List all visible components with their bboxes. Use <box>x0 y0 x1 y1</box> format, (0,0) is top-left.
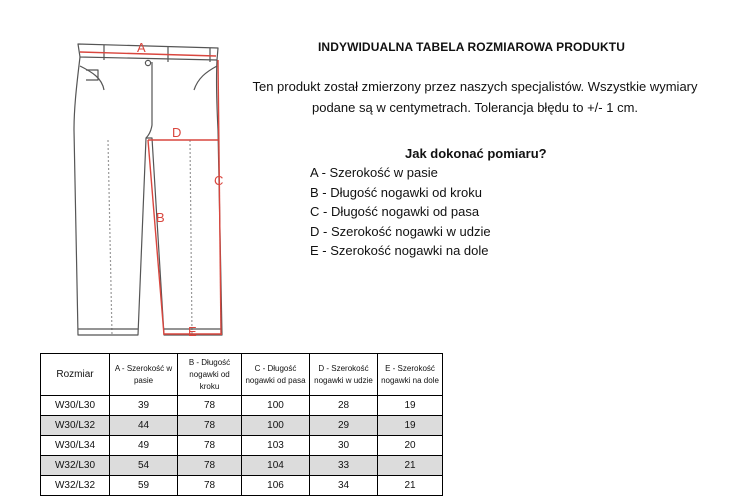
table-row <box>41 416 443 436</box>
pocket-right <box>194 66 217 90</box>
cell-size: W32/L32 <box>41 476 110 496</box>
cell-d: 29 <box>310 416 378 436</box>
cell-c: 104 <box>242 456 310 476</box>
cell-e: 21 <box>378 476 443 496</box>
intro-text <box>232 76 718 118</box>
cell-a: 39 <box>110 396 178 416</box>
header-b: B - Długość nogawki od kroku <box>178 354 242 396</box>
cell-d: 33 <box>310 456 378 476</box>
intro-line-1: Ten produkt został zmierzony przez naszych specjalistów. Wszystkie wymiary <box>252 79 698 94</box>
table-row <box>41 436 443 456</box>
cell-size: W30/L34 <box>41 436 110 456</box>
table-header-row <box>41 354 443 396</box>
label-b: B <box>156 210 165 225</box>
cell-c: 100 <box>242 396 310 416</box>
measure-line-c <box>218 60 221 335</box>
cell-size: W30/L32 <box>41 416 110 436</box>
leg-seam-right <box>190 140 192 335</box>
cell-a: 59 <box>110 476 178 496</box>
legend-item-b: B - Długość nogawki od kroku <box>310 184 482 200</box>
cell-size: W30/L30 <box>41 396 110 416</box>
cell-c: 103 <box>242 436 310 456</box>
legend-item-a: A - Szerokość w pasie <box>310 165 438 180</box>
button-icon <box>145 60 150 65</box>
table-row <box>41 396 443 416</box>
cell-d: 30 <box>310 436 378 456</box>
cell-size: W32/L30 <box>41 456 110 476</box>
leg-seam-left <box>108 140 112 335</box>
cell-b: 78 <box>178 416 242 436</box>
header-d: D - Szerokość nogawki w udzie <box>310 354 378 396</box>
cell-e: 19 <box>378 416 443 436</box>
cell-b: 78 <box>178 396 242 416</box>
label-a: A <box>137 40 146 55</box>
cell-e: 21 <box>378 456 443 476</box>
legend-item-e: E - Szerokość nogawki na dole <box>310 243 489 258</box>
coin-pocket <box>86 70 98 80</box>
header-size: Rozmiar <box>41 354 110 396</box>
header-e: E - Szerokość nogawki na dole <box>378 354 443 396</box>
cell-e: 20 <box>378 436 443 456</box>
cell-c: 100 <box>242 416 310 436</box>
fly-stitch <box>146 62 152 138</box>
measurement-legend <box>310 163 491 261</box>
measure-line-b <box>148 140 164 335</box>
cell-d: 28 <box>310 396 378 416</box>
trouser-outline <box>74 57 222 335</box>
jeans-diagram <box>60 30 240 345</box>
header-c: C - Długość nogawki od pasa <box>242 354 310 396</box>
measure-line-a <box>80 52 216 56</box>
page-title: INDYWIDUALNA TABELA ROZMIAROWA PRODUKTU <box>318 40 625 54</box>
size-table <box>40 353 443 496</box>
cell-b: 78 <box>178 456 242 476</box>
cell-a: 49 <box>110 436 178 456</box>
how-to-title: Jak dokonać pomiaru? <box>405 146 547 161</box>
legend-item-c: C - Długość nogawki od pasa <box>310 204 480 219</box>
cell-e: 19 <box>378 396 443 416</box>
legend-item-d: D - Szerokość nogawki w udzie <box>310 223 491 239</box>
label-d: D <box>172 125 182 140</box>
label-c: C <box>214 173 224 188</box>
cell-a: 54 <box>110 456 178 476</box>
cell-c: 106 <box>242 476 310 496</box>
intro-line-2: podane są w centymetrach. Tolerancja błędu to +/- 1 cm. <box>311 100 639 115</box>
table-row <box>41 456 443 476</box>
header-a: A - Szerokość w pasie <box>110 354 178 396</box>
cell-b: 78 <box>178 436 242 456</box>
cell-a: 44 <box>110 416 178 436</box>
label-e: E <box>188 324 197 339</box>
cell-d: 34 <box>310 476 378 496</box>
cell-b: 78 <box>178 476 242 496</box>
